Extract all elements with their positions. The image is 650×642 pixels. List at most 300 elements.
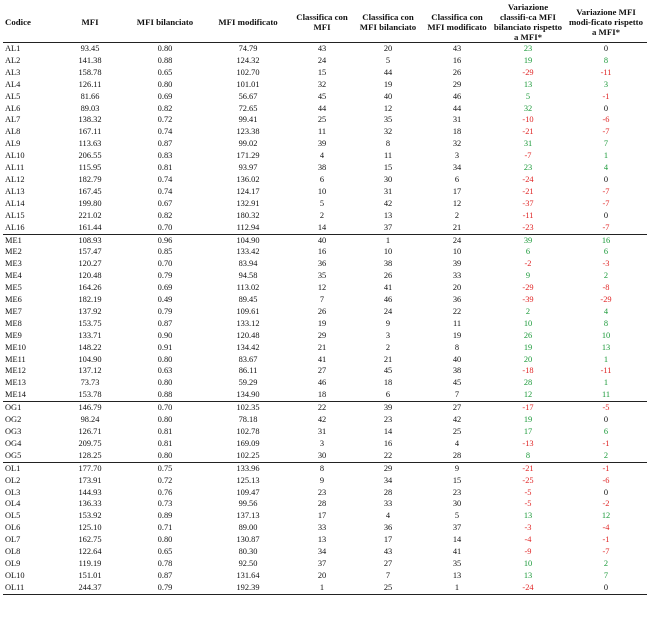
cell-classifica-mfi: 44 — [317, 103, 327, 113]
cell-classifica-mfi-bilanciato: 38 — [383, 259, 393, 269]
cell-mfi-modificato: 130.87 — [236, 535, 260, 545]
cell-classifica-mfi: 11 — [317, 127, 327, 137]
cell-mfi-bilanciato: 0.96 — [157, 235, 173, 245]
header-mfi-bilanciato: MFI bilanciato — [136, 17, 194, 27]
cell-classifica-mfi-bilanciato: 22 — [383, 450, 393, 460]
table-row — [3, 510, 647, 522]
cell-mfi-modificato: 102.70 — [236, 67, 260, 77]
cell-mfi-modificato: 102.78 — [236, 427, 260, 436]
cell-variazione-modificato: 0 — [603, 44, 609, 53]
cell-variazione-modificato: 16 — [601, 235, 611, 245]
header-codice: Codice — [5, 17, 31, 27]
cell-variazione-bilanciato: -39 — [522, 295, 534, 305]
cell-codice: OL9 — [5, 558, 21, 568]
cell-mfi-modificato: 59.29 — [238, 378, 258, 388]
cell-classifica-mfi-bilanciato: 44 — [383, 67, 393, 77]
header-mfi: MFI — [81, 17, 99, 27]
cell-mfi-modificato: 120.48 — [236, 330, 260, 340]
cell-classifica-mfi-modificato: 16 — [452, 55, 462, 65]
cell-mfi-modificato: 180.32 — [236, 210, 260, 220]
cell-mfi-bilanciato: 0.80 — [157, 415, 173, 425]
cell-mfi: 146.79 — [78, 403, 102, 413]
cell-mfi-modificato: 112.94 — [236, 222, 260, 232]
cell-mfi: 182.19 — [78, 295, 102, 305]
cell-variazione-bilanciato: -21 — [522, 127, 534, 137]
cell-mfi-modificato: 109.61 — [236, 306, 260, 316]
cell-classifica-mfi-modificato: 3 — [454, 151, 460, 161]
table-row — [3, 365, 647, 377]
cell-variazione-modificato: 0 — [603, 174, 609, 184]
cell-codice: OG4 — [5, 438, 22, 448]
cell-codice: OL5 — [5, 511, 21, 521]
cell-variazione-bilanciato: -29 — [522, 283, 534, 293]
table-row — [3, 450, 647, 462]
cell-classifica-mfi-bilanciato: 26 — [383, 271, 393, 281]
cell-variazione-bilanciato: -10 — [522, 115, 534, 125]
cell-mfi: 73.73 — [80, 378, 100, 388]
cell-codice: ME4 — [5, 271, 22, 281]
cell-variazione-modificato: 1 — [603, 354, 609, 364]
table-row — [3, 558, 647, 570]
cell-mfi: 133.71 — [78, 330, 102, 340]
cell-variazione-bilanciato: -3 — [524, 523, 532, 533]
cell-mfi-modificato: 124.32 — [236, 55, 260, 65]
cell-classifica-mfi-modificato: 13 — [452, 570, 462, 580]
cell-mfi-bilanciato: 0.81 — [157, 163, 173, 173]
cell-variazione-bilanciato: 19 — [523, 55, 533, 65]
header-classifica-mfi-bilanciato: Classifica con MFI bilanciato — [359, 12, 417, 32]
cell-mfi: 126.71 — [78, 427, 102, 436]
cell-codice: OL1 — [5, 463, 21, 473]
cell-classifica-mfi: 2 — [319, 210, 325, 220]
cell-mfi: 162.75 — [78, 535, 102, 545]
cell-variazione-modificato: 0 — [603, 487, 609, 497]
table-row — [3, 414, 647, 426]
table-row — [3, 487, 647, 499]
cell-variazione-bilanciato: -7 — [524, 151, 532, 161]
cell-mfi: 244.37 — [78, 582, 102, 592]
cell-variazione-bilanciato: 23 — [523, 163, 533, 173]
cell-codice: OL3 — [5, 487, 21, 497]
cell-mfi-bilanciato: 0.80 — [157, 535, 173, 545]
cell-classifica-mfi-modificato: 39 — [452, 259, 462, 269]
cell-mfi-modificato: 124.17 — [236, 186, 260, 196]
cell-mfi-modificato: 72.65 — [238, 103, 258, 113]
cell-codice: AL2 — [5, 55, 21, 65]
cell-variazione-bilanciato: -29 — [522, 67, 534, 77]
cell-variazione-modificato: -4 — [602, 523, 610, 533]
table-row — [3, 294, 647, 306]
header-row — [3, 2, 647, 43]
cell-mfi-modificato: 89.00 — [238, 523, 258, 533]
cell-mfi: 137.12 — [78, 366, 102, 376]
cell-mfi: 137.92 — [78, 306, 102, 316]
cell-codice: AL3 — [5, 67, 21, 77]
table-row — [3, 462, 647, 474]
cell-mfi: 136.33 — [78, 499, 102, 509]
cell-mfi-bilanciato: 0.80 — [157, 378, 173, 388]
cell-mfi: 126.11 — [78, 79, 102, 89]
table-row — [3, 475, 647, 487]
cell-mfi-bilanciato: 0.87 — [157, 139, 173, 149]
cell-mfi-modificato: 123.38 — [236, 127, 260, 137]
table-row — [3, 55, 647, 67]
cell-mfi-bilanciato: 0.67 — [157, 198, 173, 208]
cell-classifica-mfi: 20 — [317, 570, 327, 580]
cell-classifica-mfi: 3 — [319, 438, 325, 448]
table-row — [3, 342, 647, 354]
cell-codice: AL1 — [5, 44, 21, 53]
header-mfi-modificato: MFI modificato — [218, 17, 278, 27]
cell-classifica-mfi: 27 — [317, 366, 327, 376]
cell-mfi-modificato: 99.56 — [238, 499, 258, 509]
cell-codice: OL10 — [5, 570, 25, 580]
cell-variazione-modificato: -1 — [602, 91, 610, 101]
cell-classifica-mfi-modificato: 32 — [452, 139, 462, 149]
cell-classifica-mfi: 37 — [317, 558, 327, 568]
cell-codice: AL12 — [5, 174, 25, 184]
cell-classifica-mfi: 14 — [317, 222, 327, 232]
table-row — [3, 546, 647, 558]
cell-codice: AL13 — [5, 186, 25, 196]
cell-variazione-bilanciato: -18 — [522, 366, 534, 376]
table-row — [3, 438, 647, 450]
cell-codice: ME3 — [5, 259, 22, 269]
table-row — [3, 330, 647, 342]
cell-classifica-mfi: 35 — [317, 271, 327, 281]
cell-classifica-mfi-modificato: 17 — [452, 186, 462, 196]
cell-mfi-bilanciato: 0.69 — [157, 283, 173, 293]
cell-codice: ME7 — [5, 306, 22, 316]
cell-variazione-modificato: -8 — [602, 283, 610, 293]
cell-classifica-mfi-bilanciato: 29 — [383, 463, 393, 473]
cell-classifica-mfi-bilanciato: 4 — [385, 511, 391, 521]
cell-classifica-mfi-bilanciato: 12 — [383, 103, 393, 113]
cell-mfi-modificato: 102.35 — [236, 403, 260, 413]
cell-variazione-modificato: -1 — [602, 438, 610, 448]
cell-codice: ME1 — [5, 235, 22, 245]
cell-variazione-modificato: -1 — [602, 535, 610, 545]
cell-classifica-mfi-bilanciato: 25 — [383, 582, 393, 592]
cell-codice: AL16 — [5, 222, 25, 232]
cell-classifica-mfi-bilanciato: 37 — [383, 222, 393, 232]
cell-classifica-mfi-modificato: 22 — [452, 306, 462, 316]
cell-variazione-modificato: -29 — [600, 295, 612, 305]
cell-mfi-modificato: 99.02 — [238, 139, 258, 149]
cell-variazione-bilanciato: -9 — [524, 547, 532, 557]
cell-variazione-bilanciato: 13 — [523, 570, 533, 580]
cell-mfi: 177.70 — [78, 463, 102, 473]
cell-mfi-modificato: 89.45 — [238, 295, 258, 305]
cell-classifica-mfi-modificato: 46 — [452, 91, 462, 101]
cell-codice: OL2 — [5, 475, 21, 485]
cell-classifica-mfi: 31 — [317, 427, 327, 436]
cell-mfi-modificato: 132.91 — [236, 198, 260, 208]
cell-mfi-modificato: 86.11 — [238, 366, 258, 376]
cell-variazione-modificato: -1 — [602, 463, 610, 473]
cell-codice: OL6 — [5, 523, 21, 533]
cell-mfi: 164.26 — [78, 283, 102, 293]
cell-classifica-mfi-bilanciato: 15 — [383, 163, 393, 173]
cell-mfi-modificato: 133.42 — [236, 247, 260, 257]
cell-variazione-modificato: 10 — [601, 330, 611, 340]
cell-classifica-mfi-modificato: 15 — [452, 475, 462, 485]
cell-mfi: 144.93 — [78, 487, 102, 497]
cell-mfi-bilanciato: 0.82 — [157, 210, 173, 220]
table-row — [3, 186, 647, 198]
cell-variazione-bilanciato: 8 — [525, 450, 531, 460]
cell-mfi-modificato: 94.58 — [238, 271, 258, 281]
cell-mfi: 138.32 — [78, 115, 102, 125]
cell-variazione-modificato: 8 — [603, 55, 609, 65]
table-row — [3, 377, 647, 389]
cell-mfi-bilanciato: 0.78 — [157, 558, 173, 568]
cell-codice: OL7 — [5, 535, 21, 545]
table-row — [3, 162, 647, 174]
cell-classifica-mfi-modificato: 30 — [452, 499, 462, 509]
cell-mfi-modificato: 104.90 — [236, 235, 260, 245]
cell-mfi-bilanciato: 0.74 — [157, 127, 173, 137]
cell-mfi: 157.47 — [78, 247, 102, 257]
cell-codice: ME2 — [5, 247, 22, 257]
cell-variazione-bilanciato: 19 — [523, 342, 533, 352]
cell-classifica-mfi-bilanciato: 8 — [385, 139, 391, 149]
cell-variazione-bilanciato: -17 — [522, 403, 534, 413]
cell-classifica-mfi-modificato: 14 — [452, 535, 462, 545]
cell-codice: AL10 — [5, 151, 25, 161]
cell-classifica-mfi-modificato: 20 — [452, 283, 462, 293]
cell-classifica-mfi: 5 — [319, 198, 325, 208]
table-row — [3, 570, 647, 582]
cell-classifica-mfi-bilanciato: 10 — [383, 247, 393, 257]
cell-mfi-bilanciato: 0.75 — [157, 463, 173, 473]
cell-mfi-bilanciato: 0.80 — [157, 44, 173, 53]
cell-classifica-mfi-modificato: 4 — [454, 438, 460, 448]
cell-mfi-bilanciato: 0.74 — [157, 186, 173, 196]
cell-classifica-mfi: 45 — [317, 91, 327, 101]
cell-mfi-modificato: 169.09 — [236, 438, 260, 448]
cell-classifica-mfi-modificato: 2 — [454, 210, 460, 220]
cell-classifica-mfi-bilanciato: 39 — [383, 403, 393, 413]
table-row — [3, 222, 647, 234]
cell-classifica-mfi: 6 — [319, 174, 325, 184]
cell-mfi-modificato: 192.39 — [236, 582, 260, 592]
cell-classifica-mfi-bilanciato: 30 — [383, 174, 393, 184]
cell-variazione-bilanciato: 23 — [523, 44, 533, 53]
cell-variazione-modificato: -5 — [602, 403, 610, 413]
cell-mfi-modificato: 134.42 — [236, 342, 260, 352]
cell-variazione-bilanciato: -25 — [522, 475, 534, 485]
cell-variazione-bilanciato: -24 — [522, 582, 534, 592]
cell-classifica-mfi-modificato: 34 — [452, 163, 462, 173]
cell-variazione-modificato: 3 — [603, 79, 609, 89]
cell-classifica-mfi-bilanciato: 14 — [383, 427, 393, 436]
cell-variazione-bilanciato: -11 — [522, 210, 534, 220]
cell-codice: ME10 — [5, 342, 26, 352]
cell-mfi: 120.27 — [78, 259, 102, 269]
cell-mfi-bilanciato: 0.63 — [157, 366, 173, 376]
cell-classifica-mfi-modificato: 45 — [452, 378, 462, 388]
cell-mfi-modificato: 125.13 — [236, 475, 260, 485]
table-row — [3, 126, 647, 138]
cell-mfi-bilanciato: 0.83 — [157, 151, 173, 161]
cell-variazione-bilanciato: 20 — [523, 354, 533, 364]
table-row — [3, 174, 647, 186]
cell-variazione-modificato: 0 — [603, 415, 609, 425]
cell-classifica-mfi-modificato: 26 — [452, 67, 462, 77]
cell-classifica-mfi-modificato: 5 — [454, 511, 460, 521]
cell-mfi-bilanciato: 0.80 — [157, 450, 173, 460]
cell-classifica-mfi-bilanciato: 43 — [383, 547, 393, 557]
cell-variazione-modificato: 2 — [603, 558, 609, 568]
cell-mfi-bilanciato: 0.90 — [157, 330, 173, 340]
table-row — [3, 150, 647, 162]
cell-mfi-bilanciato: 0.87 — [157, 318, 173, 328]
cell-codice: AL5 — [5, 91, 21, 101]
cell-classifica-mfi-modificato: 12 — [452, 198, 462, 208]
cell-classifica-mfi: 16 — [317, 247, 327, 257]
cell-classifica-mfi-modificato: 23 — [452, 487, 462, 497]
cell-mfi-modificato: 99.41 — [238, 115, 258, 125]
cell-classifica-mfi: 34 — [317, 547, 327, 557]
cell-classifica-mfi: 30 — [317, 450, 327, 460]
cell-variazione-modificato: -11 — [600, 366, 612, 376]
table-row — [3, 318, 647, 330]
cell-classifica-mfi-bilanciato: 20 — [383, 44, 393, 53]
cell-classifica-mfi-bilanciato: 16 — [383, 438, 393, 448]
cell-classifica-mfi: 13 — [317, 535, 327, 545]
cell-variazione-bilanciato: -21 — [522, 463, 534, 473]
cell-classifica-mfi-bilanciato: 21 — [383, 354, 393, 364]
cell-codice: ME14 — [5, 390, 26, 400]
cell-variazione-modificato: -2 — [602, 499, 610, 509]
cell-variazione-bilanciato: 9 — [525, 271, 531, 281]
cell-classifica-mfi-bilanciato: 33 — [383, 499, 393, 509]
cell-mfi-bilanciato: 0.74 — [157, 174, 173, 184]
cell-mfi-bilanciato: 0.76 — [157, 487, 173, 497]
cell-mfi: 199.80 — [78, 198, 102, 208]
table-row — [3, 114, 647, 126]
cell-mfi: 153.75 — [78, 318, 102, 328]
cell-variazione-bilanciato: -37 — [522, 198, 534, 208]
cell-variazione-modificato: -7 — [602, 222, 610, 232]
cell-variazione-modificato: 0 — [603, 103, 609, 113]
cell-variazione-bilanciato: -21 — [522, 186, 534, 196]
cell-classifica-mfi-modificato: 19 — [452, 330, 462, 340]
cell-classifica-mfi-bilanciato: 2 — [385, 342, 391, 352]
cell-variazione-modificato: -7 — [602, 198, 610, 208]
cell-classifica-mfi: 4 — [319, 151, 325, 161]
table-row — [3, 389, 647, 401]
table-row — [3, 138, 647, 150]
cell-mfi-modificato: 113.02 — [236, 283, 260, 293]
cell-mfi: 153.92 — [78, 511, 102, 521]
cell-classifica-mfi: 38 — [317, 163, 327, 173]
cell-mfi: 182.79 — [78, 174, 102, 184]
cell-variazione-modificato: 13 — [601, 342, 611, 352]
cell-mfi: 221.02 — [78, 210, 102, 220]
table-row — [3, 43, 647, 55]
cell-classifica-mfi: 24 — [317, 55, 327, 65]
cell-mfi: 119.19 — [78, 558, 102, 568]
cell-variazione-bilanciato: -5 — [524, 499, 532, 509]
cell-mfi-bilanciato: 0.81 — [157, 438, 173, 448]
cell-classifica-mfi-bilanciato: 35 — [383, 115, 393, 125]
cell-mfi-bilanciato: 0.91 — [157, 342, 173, 352]
cell-classifica-mfi: 21 — [317, 342, 327, 352]
cell-mfi-bilanciato: 0.89 — [157, 511, 173, 521]
cell-classifica-mfi: 1 — [319, 582, 325, 592]
cell-variazione-modificato: -7 — [602, 127, 610, 137]
cell-codice: AL15 — [5, 210, 25, 220]
cell-mfi-modificato: 83.94 — [238, 259, 258, 269]
cell-classifica-mfi-modificato: 38 — [452, 366, 462, 376]
cell-classifica-mfi: 32 — [317, 79, 327, 89]
cell-classifica-mfi-bilanciato: 17 — [383, 535, 393, 545]
cell-mfi-modificato: 171.29 — [236, 151, 260, 161]
cell-mfi-bilanciato: 0.79 — [157, 271, 173, 281]
cell-classifica-mfi-modificato: 29 — [452, 79, 462, 89]
cell-codice: OG5 — [5, 450, 22, 460]
table-row — [3, 246, 647, 258]
cell-mfi-bilanciato: 0.85 — [157, 247, 173, 257]
table-row — [3, 426, 647, 438]
cell-classifica-mfi-bilanciato: 28 — [383, 487, 393, 497]
cell-mfi-bilanciato: 0.87 — [157, 570, 173, 580]
cell-variazione-bilanciato: -4 — [524, 535, 532, 545]
cell-mfi-modificato: 133.12 — [236, 318, 260, 328]
table-row — [3, 198, 647, 210]
cell-variazione-bilanciato: -13 — [522, 438, 534, 448]
cell-mfi: 120.48 — [78, 271, 102, 281]
cell-classifica-mfi: 39 — [317, 139, 327, 149]
cell-mfi-bilanciato: 0.88 — [157, 55, 173, 65]
cell-mfi-bilanciato: 0.79 — [157, 306, 173, 316]
cell-mfi-modificato: 136.02 — [236, 174, 260, 184]
cell-mfi: 128.25 — [78, 450, 102, 460]
cell-classifica-mfi: 36 — [317, 259, 327, 269]
cell-classifica-mfi: 25 — [317, 115, 327, 125]
cell-mfi-bilanciato: 0.65 — [157, 67, 173, 77]
cell-classifica-mfi: 17 — [317, 511, 327, 521]
cell-variazione-modificato: -7 — [602, 186, 610, 196]
cell-mfi: 167.11 — [78, 127, 102, 137]
cell-variazione-modificato: -7 — [602, 547, 610, 557]
cell-mfi-bilanciato: 0.71 — [157, 523, 173, 533]
cell-classifica-mfi-modificato: 9 — [454, 463, 460, 473]
cell-variazione-bilanciato: -23 — [522, 222, 534, 232]
cell-mfi: 141.38 — [78, 55, 102, 65]
cell-classifica-mfi-modificato: 40 — [452, 354, 462, 364]
cell-classifica-mfi-bilanciato: 9 — [385, 318, 391, 328]
cell-variazione-bilanciato: 12 — [523, 390, 533, 400]
cell-mfi-bilanciato: 0.82 — [157, 103, 173, 113]
cell-mfi-modificato: 101.01 — [236, 79, 260, 89]
cell-codice: ME6 — [5, 295, 22, 305]
table-row — [3, 582, 647, 594]
cell-classifica-mfi-bilanciato: 36 — [383, 523, 393, 533]
cell-mfi-bilanciato: 0.70 — [157, 403, 173, 413]
cell-codice: ME9 — [5, 330, 22, 340]
cell-mfi: 161.44 — [78, 222, 102, 232]
cell-variazione-modificato: -6 — [602, 115, 610, 125]
cell-mfi-modificato: 92.50 — [238, 558, 258, 568]
cell-classifica-mfi-bilanciato: 45 — [383, 366, 393, 376]
cell-codice: OL4 — [5, 499, 21, 509]
cell-codice: AL6 — [5, 103, 21, 113]
cell-mfi: 113.63 — [78, 139, 102, 149]
cell-variazione-bilanciato: 13 — [523, 511, 533, 521]
